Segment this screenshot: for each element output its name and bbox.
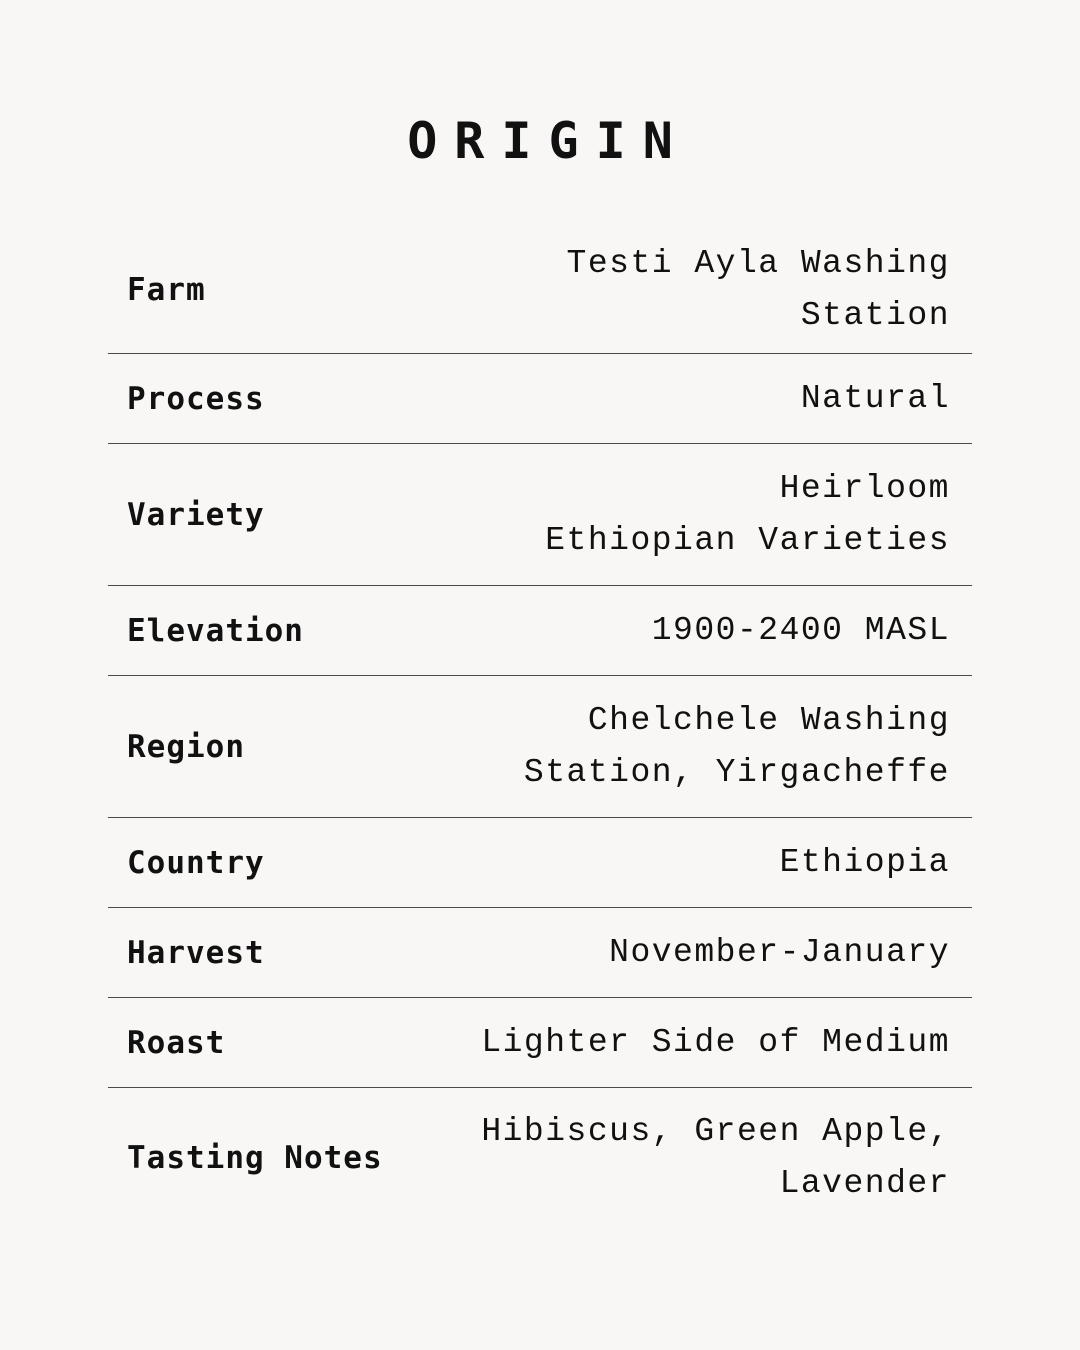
- row-value-line: Testi Ayla Washing: [566, 244, 950, 282]
- row-value: [524, 695, 972, 799]
- table-row-country: [108, 818, 972, 908]
- table-row-harvest: [108, 908, 972, 998]
- row-value-line: November-January: [609, 933, 950, 971]
- row-label: Farm: [127, 271, 206, 308]
- row-value-line: Ethiopian Varieties: [545, 521, 950, 559]
- row-value-line: Station: [800, 296, 950, 334]
- row-value-line: Chelchele Washing: [587, 701, 950, 739]
- row-label: Harvest: [127, 934, 265, 971]
- row-value-line: Station, Yirgacheffe: [523, 753, 950, 791]
- row-value: [481, 1017, 972, 1069]
- table-row-variety: [108, 444, 972, 586]
- row-value: [801, 373, 972, 425]
- row-value: [481, 1106, 972, 1210]
- row-value: [780, 837, 972, 889]
- row-value-line: Heirloom: [779, 469, 950, 507]
- row-value-line: Lavender: [779, 1165, 950, 1202]
- table-row-tasting-notes: [108, 1088, 972, 1228]
- row-value: [609, 927, 972, 979]
- table-row-farm: [108, 226, 972, 354]
- row-label: Country: [127, 844, 265, 881]
- row-label: Tasting Notes: [127, 1140, 383, 1176]
- table-row-elevation: [108, 586, 972, 676]
- row-value-line: Ethiopia: [779, 843, 950, 881]
- row-label: Variety: [127, 496, 265, 533]
- row-label: Roast: [127, 1024, 226, 1061]
- table-row-region: [108, 676, 972, 818]
- row-label: Elevation: [127, 612, 304, 649]
- row-label: Region: [127, 728, 245, 765]
- row-value: [652, 605, 972, 657]
- page-title: ORIGIN: [407, 112, 690, 170]
- table-row-roast: [108, 998, 972, 1088]
- table-row-process: [108, 354, 972, 444]
- origin-table: [108, 226, 972, 1228]
- row-value: [567, 238, 972, 342]
- row-value: [545, 463, 972, 567]
- row-value-line: Lighter Side of Medium: [481, 1023, 950, 1061]
- row-value-line: Natural: [800, 379, 950, 417]
- row-value-line: Hibiscus, Green Apple,: [481, 1113, 950, 1150]
- row-label: Process: [127, 380, 265, 417]
- row-value-line: 1900-2400 MASL: [651, 611, 950, 649]
